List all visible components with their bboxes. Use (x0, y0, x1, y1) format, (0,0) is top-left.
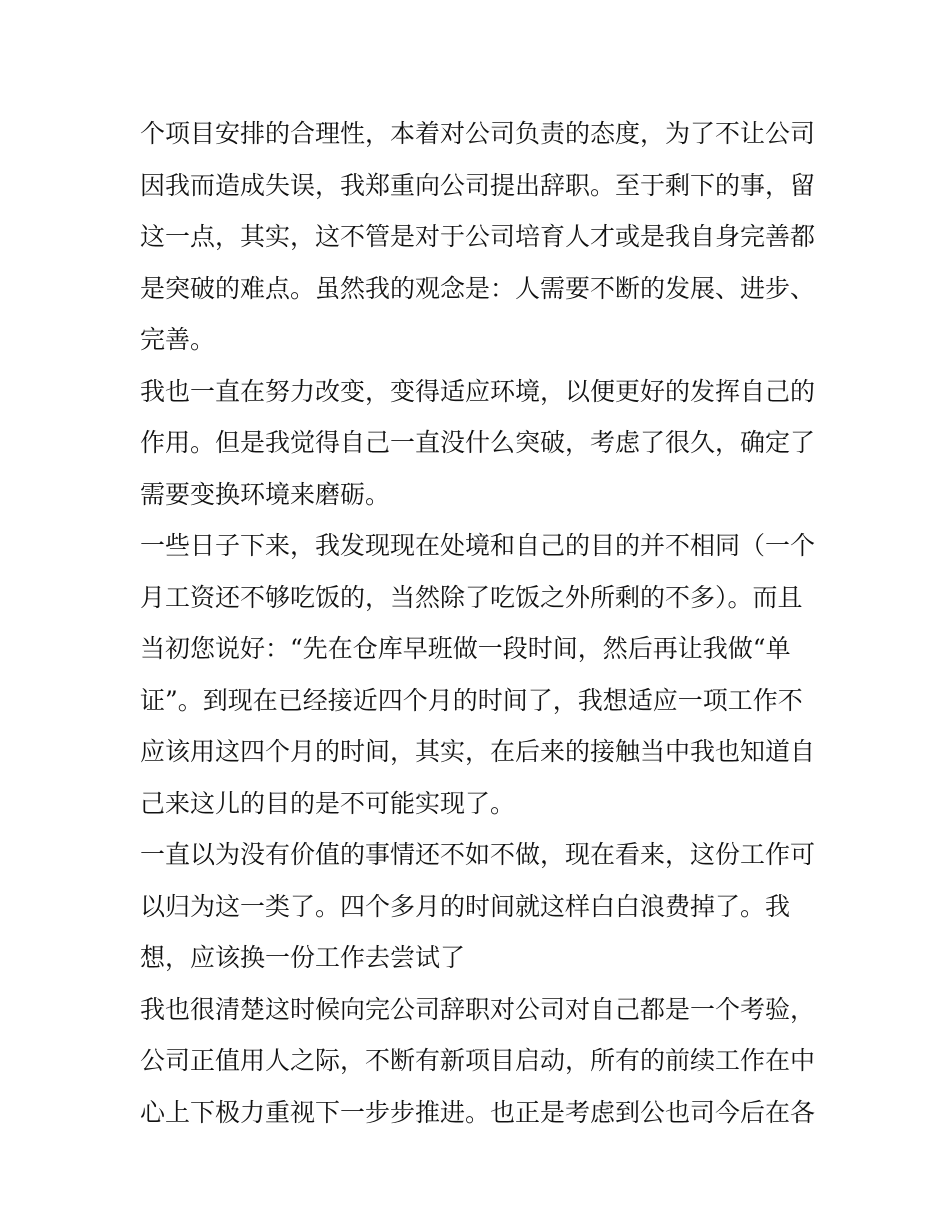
text-line: 这一点，其实，这不管是对于公司培育人才或是我自身完善都 (140, 222, 816, 251)
text-line: 我也一直在努力改变，变得适应环境，以便更好的发挥自己的 (140, 376, 816, 406)
text-line: 月工资还不够吃饭的，当然除了吃饭之外所剩的不多）。而且 (140, 582, 803, 612)
text-line: 一直以为没有价值的事情还不如不做，现在看来，这份工作可 (140, 840, 816, 869)
text-line: 己来这儿的目的是不可能实现了。 (140, 788, 516, 818)
document-body (140, 108, 820, 1138)
text-line: 应该用这四个月的时间，其实，在后来的接触当中我也知道自 (140, 737, 816, 766)
text-line: 想，应该换一份工作去尝试了 (140, 943, 466, 972)
text-line: 因我而造成失误，我郑重向公司提出辞职。至于剩下的事，留 (140, 170, 816, 200)
text-line: 当初您说好：“先在仓库早班做一段时间，然后再让我做“单 (140, 634, 791, 663)
text-line: 完善。 (140, 325, 216, 354)
text-line: 需要变换环境来磨砺。 (140, 479, 391, 509)
text-line: 以归为这一类了。四个多月的时间就这样白白浪费掉了。我 (140, 891, 791, 921)
text-line: 公司正值用人之际，不断有新项目启动，所有的前续工作在中 (140, 1046, 816, 1075)
text-line: 一些日子下来，我发现现在处境和自己的目的并不相同（一个 (140, 531, 816, 560)
text-line: 是突破的难点。虽然我的观念是：人需要不断的发展、进步、 (140, 273, 816, 303)
text-line: 个项目安排的合理性，本着对公司负责的态度，为了不让公司 (140, 119, 816, 148)
text-line: 作用。但是我觉得自己一直没什么突破，考虑了很久，确定了 (140, 428, 816, 457)
text-line: 我也很清楚这时候向完公司辞职对公司对自己都是一个考验， (140, 994, 816, 1024)
text-line: 心上下极力重视下一步步推进。也正是考虑到公也司今后在各 (140, 1097, 816, 1127)
text-line: 证”。到现在已经接近四个月的时间了，我想适应一项工作不 (140, 685, 803, 715)
